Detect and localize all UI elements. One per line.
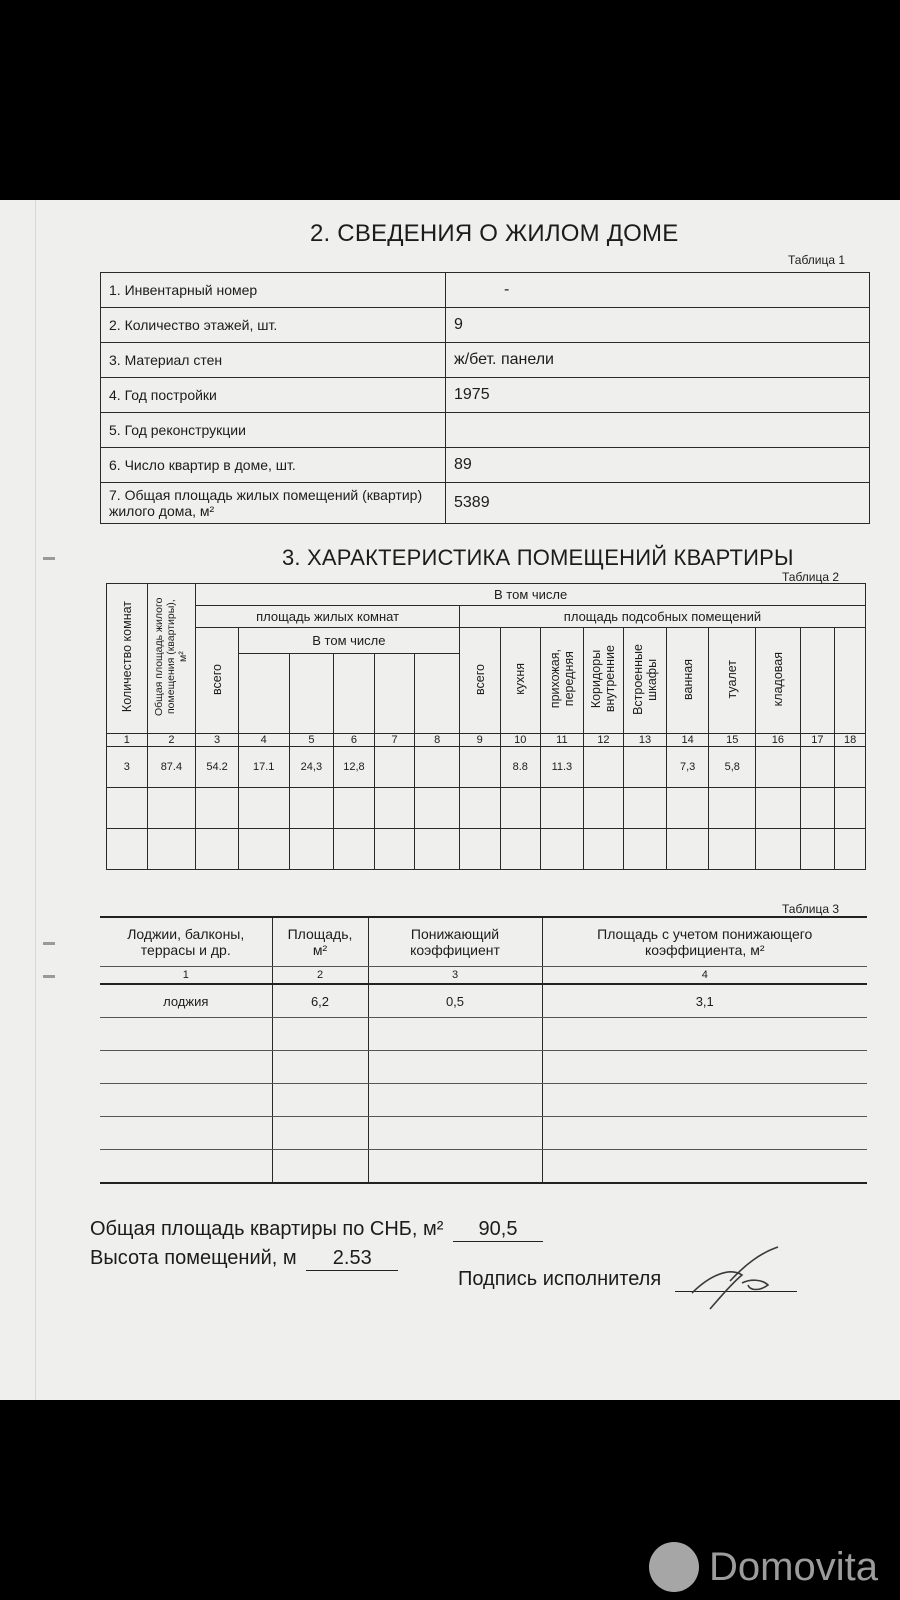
column-number-row (107, 734, 866, 747)
header-empty (415, 654, 460, 734)
section2-title: 2. СВЕДЕНИЯ О ЖИЛОМ ДОМЕ (310, 220, 679, 247)
table-cell: лоджия (100, 984, 272, 1018)
column-number: 18 (835, 734, 866, 747)
table-row (107, 747, 866, 788)
table-cell-value: 9 (446, 308, 870, 343)
column-number: 16 (756, 734, 801, 747)
table-header-row (107, 628, 866, 654)
header-hallway: прихожая, передняя (541, 628, 584, 734)
header-rooms-count: Количество комнат (107, 584, 148, 734)
watermark-text: Domovita (709, 1544, 878, 1589)
column-number: 5 (289, 734, 334, 747)
table-cell: 12,8 (334, 747, 375, 788)
table-row (100, 1150, 867, 1184)
watermark-logo-icon (649, 1542, 699, 1592)
table-row (100, 1051, 867, 1084)
table-cell: 54.2 (196, 747, 239, 788)
column-number: 17 (800, 734, 834, 747)
header-empty (374, 654, 415, 734)
table-row (100, 1084, 867, 1117)
balcony-table (100, 916, 867, 1184)
table-row (101, 273, 870, 308)
table-cell-label: 1. Инвентарный номер (101, 273, 446, 308)
table-cell (624, 747, 667, 788)
header-area: Площадь, м² (272, 917, 368, 967)
table-row (101, 448, 870, 483)
column-number: 12 (583, 734, 624, 747)
table-row (101, 308, 870, 343)
header-aux-total: всего (459, 628, 500, 734)
table-header-row (107, 606, 866, 628)
table-cell: 3,1 (542, 984, 867, 1018)
header-total-area: Общая площадь жилого помещения (квартиры), м² (147, 584, 196, 734)
column-number: 14 (666, 734, 709, 747)
header-empty (334, 654, 375, 734)
column-number: 1 (107, 734, 148, 747)
column-number: 3 (368, 967, 542, 985)
table-cell: 7,3 (666, 747, 709, 788)
table-cell-label (101, 483, 446, 524)
table-row (101, 378, 870, 413)
column-number: 1 (100, 967, 272, 985)
header-living-total: всего (196, 628, 239, 734)
header-living-including: В том числе (238, 628, 459, 654)
binding-fold (35, 200, 46, 1400)
table-cell (835, 747, 866, 788)
table-cell-label: 5. Год реконструкции (101, 413, 446, 448)
column-number: 3 (196, 734, 239, 747)
table-row (101, 413, 870, 448)
total-area-label: Общая площадь квартиры по СНБ, м² (90, 1218, 444, 1240)
header-living-area: площадь жилых комнат (196, 606, 460, 628)
table-cell-label: 3. Материал стен (101, 343, 446, 378)
table-row (107, 788, 866, 829)
table-cell: 5,8 (709, 747, 756, 788)
column-number: 11 (541, 734, 584, 747)
table-row (107, 829, 866, 870)
signature-mark (690, 1245, 790, 1313)
binding-staple (43, 557, 55, 560)
height-line (90, 1247, 398, 1271)
height-label: Высота помещений, м (90, 1247, 297, 1269)
header-corridors: Коридоры внутренние (583, 628, 624, 734)
table-cell-value: ж/бет. панели (446, 343, 870, 378)
table-cell-label: 2. Количество этажей, шт. (101, 308, 446, 343)
table-cell-value: 1975 (446, 378, 870, 413)
label-line: 7. Общая площадь жилых помещений (квартир) (109, 487, 423, 503)
total-area-value: 90,5 (453, 1218, 543, 1242)
column-number: 6 (334, 734, 375, 747)
column-number: 8 (415, 734, 460, 747)
header-toilet: туалет (709, 628, 756, 734)
table-row (100, 1117, 867, 1150)
header-empty (800, 628, 834, 734)
table-row (101, 483, 870, 524)
column-number-row (100, 967, 867, 985)
table-row (100, 1018, 867, 1051)
table-cell-value: 5389 (446, 483, 870, 524)
table-cell: 3 (107, 747, 148, 788)
table-cell (800, 747, 834, 788)
table-row (101, 343, 870, 378)
table-cell (756, 747, 801, 788)
watermark (649, 1542, 878, 1592)
table-cell-label: 6. Число квартир в доме, шт. (101, 448, 446, 483)
table-cell (415, 747, 460, 788)
header-aux-area: площадь подсобных помещений (459, 606, 865, 628)
table-cell: 6,2 (272, 984, 368, 1018)
total-area-line (90, 1218, 543, 1242)
header-empty (835, 628, 866, 734)
column-number: 13 (624, 734, 667, 747)
house-info-table (100, 272, 870, 524)
header-coefficient: Понижающий коэффициент (368, 917, 542, 967)
table-cell-value (446, 413, 870, 448)
header-balconies: Лоджии, балконы, террасы и др. (100, 917, 272, 967)
table-cell: 24,3 (289, 747, 334, 788)
binding-staple (43, 942, 55, 945)
header-kitchen: кухня (500, 628, 541, 734)
table2-caption: Таблица 2 (782, 570, 840, 584)
apartment-rooms-table (106, 583, 866, 870)
section3-title: 3. ХАРАКТЕРИСТИКА ПОМЕЩЕНИЙ КВАРТИРЫ (282, 545, 794, 570)
column-number: 15 (709, 734, 756, 747)
table-cell: 11.3 (541, 747, 584, 788)
signature-label: Подпись исполнителя (458, 1268, 662, 1290)
header-including: В том числе (196, 584, 866, 606)
table-cell (583, 747, 624, 788)
column-number: 7 (374, 734, 415, 747)
table-cell (374, 747, 415, 788)
table-cell: 8.8 (500, 747, 541, 788)
table-cell: 87.4 (147, 747, 196, 788)
table-cell-value: - (446, 273, 870, 308)
column-number: 9 (459, 734, 500, 747)
header-storage: кладовая (756, 628, 801, 734)
table1-caption: Таблица 1 (788, 253, 846, 267)
header-adjusted-area: Площадь с учетом понижающего коэффициента, м² (542, 917, 867, 967)
table-cell (459, 747, 500, 788)
label-line: жилого дома, м² (109, 503, 215, 519)
column-number: 2 (147, 734, 196, 747)
column-number: 4 (238, 734, 289, 747)
table-cell: 0,5 (368, 984, 542, 1018)
header-closets: Встроенные шкафы (624, 628, 667, 734)
binding-staple (43, 975, 55, 978)
table-cell: 17.1 (238, 747, 289, 788)
header-empty (238, 654, 289, 734)
table-cell-value: 89 (446, 448, 870, 483)
table-header-row (107, 584, 866, 606)
table-row (100, 984, 867, 1018)
header-empty (289, 654, 334, 734)
table-cell-label: 4. Год постройки (101, 378, 446, 413)
table3-caption: Таблица 3 (782, 902, 840, 916)
column-number: 4 (542, 967, 867, 985)
height-value: 2.53 (306, 1247, 398, 1271)
column-number: 10 (500, 734, 541, 747)
header-bathroom: ванная (666, 628, 709, 734)
column-number: 2 (272, 967, 368, 985)
table-header-row (100, 917, 867, 967)
